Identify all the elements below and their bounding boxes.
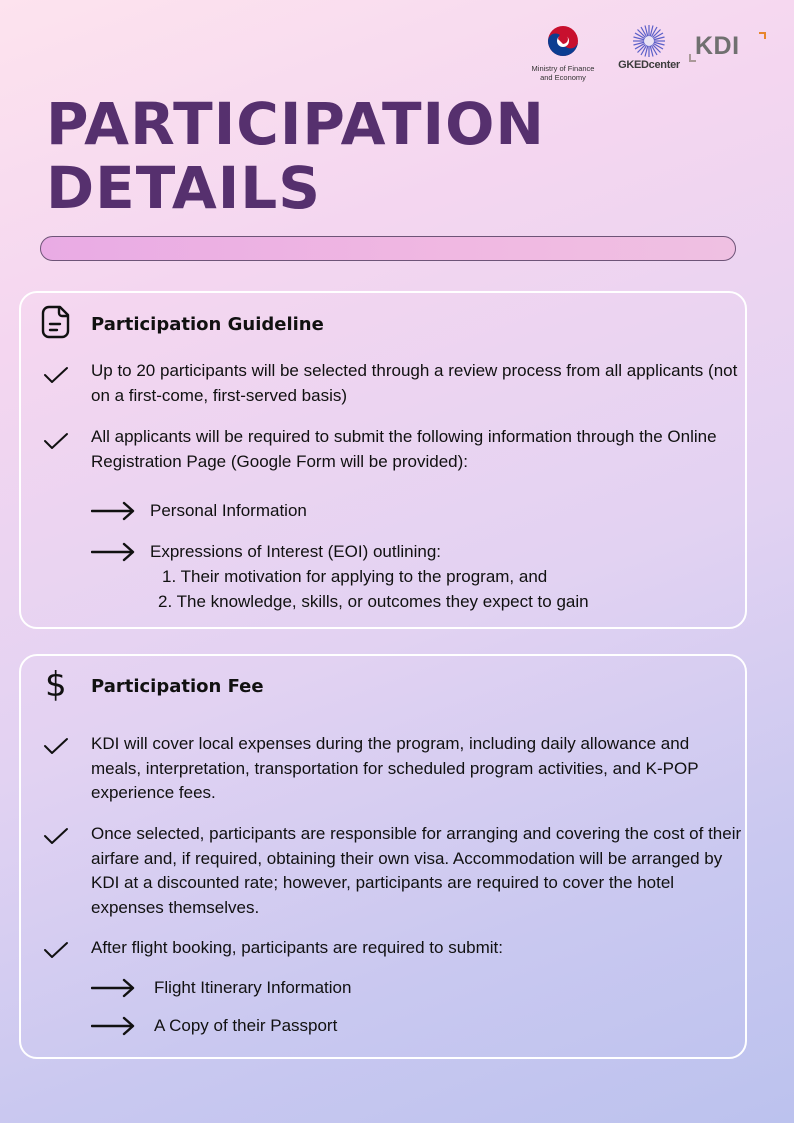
page-title-line2: DETAILS [46, 154, 322, 222]
dollar-icon: $ [45, 665, 67, 705]
kdi-wordmark: KDI [695, 32, 740, 60]
eoi-point-text: The knowledge, skills, or outcomes they expect to gain [176, 592, 589, 611]
ministry-name-line1: Ministry of Finance [531, 64, 595, 73]
kdi-logo [688, 32, 764, 66]
fee-card [19, 654, 747, 1059]
fee-item-text: Once selected, participants are responsible for arranging and covering the cost of their airfare and, if required, obtaining their own visa. Accommodation will be arranged by KDI at a discounted rate; however, participants are required to cover the hotel expenses themselves. [91, 824, 742, 917]
arrow-right-icon [91, 542, 135, 562]
sunburst-emblem-icon [629, 24, 669, 58]
fee-title: Participation Fee [91, 676, 264, 697]
partner-logos [528, 24, 768, 90]
document-icon [41, 305, 73, 339]
guideline-sub-item-text: Expressions of Interest (EOI) outlining: [150, 542, 442, 561]
eoi-point [158, 590, 589, 615]
eoi-point-number: 2. [158, 592, 173, 611]
eoi-point-text: Their motivation for applying to the program, and [180, 567, 548, 586]
arrow-right-icon [91, 1016, 135, 1036]
guideline-item-text: All applicants will be required to submit the following information through the Online Registration Page (Google Form will be provided): [91, 427, 717, 471]
fee-item-text: After flight booking, participants are required to submit: [91, 938, 503, 957]
page-title-line1: PARTICIPATION [46, 90, 545, 158]
check-icon [43, 432, 69, 450]
check-icon [43, 366, 69, 384]
arrow-right-icon [91, 978, 135, 998]
guideline-sub-item-text: Personal Information [150, 501, 307, 520]
fee-card-header [21, 656, 745, 716]
guideline-card-header [21, 293, 745, 353]
kdi-corner-right [759, 32, 766, 39]
gked-logo [616, 24, 682, 71]
title-divider-bar [40, 236, 736, 261]
arrow-right-icon [91, 501, 135, 521]
taegeuk-emblem-icon [546, 24, 580, 58]
page-title [46, 92, 545, 220]
fee-sub-item-text: A Copy of their Passport [154, 1016, 338, 1035]
gked-name: GKEDcenter [618, 59, 680, 71]
fee-sub-item-text: Flight Itinerary Information [154, 978, 352, 997]
guideline-card [19, 291, 747, 629]
fee-item-text: KDI will cover local expenses during the program, including daily allowance and meals, interpretation, transportation for scheduled program activities, and K-POP experience fees. [91, 734, 699, 802]
guideline-item-text: Up to 20 participants will be selected through a review process from all applicants (not on a first-come, first-served basis) [91, 361, 738, 405]
eoi-point-number: 1. [162, 567, 177, 586]
check-icon [43, 737, 69, 755]
guideline-title: Participation Guideline [91, 314, 324, 335]
check-icon [43, 941, 69, 959]
eoi-point [162, 565, 547, 590]
ministry-logo [528, 24, 598, 82]
check-icon [43, 827, 69, 845]
ministry-name-line2: and Economy [540, 73, 586, 82]
